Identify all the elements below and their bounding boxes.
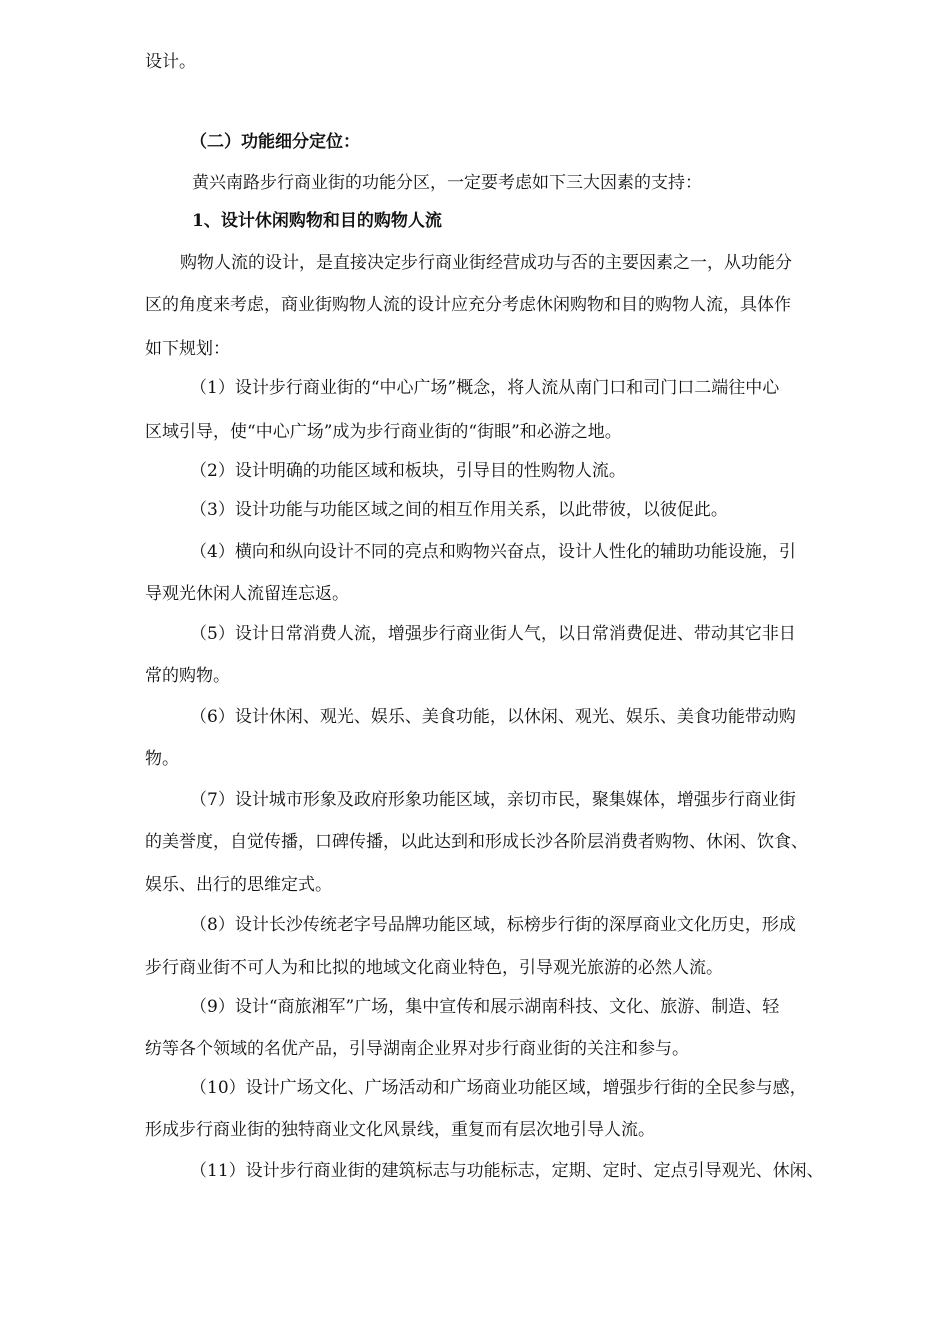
text-line: 娱乐、出行的思维定式。 — [145, 875, 332, 895]
text-line: 黄兴南路步行商业街的功能分区，一定要考虑如下三大因素的支持： — [192, 173, 702, 193]
text-line: 物。 — [145, 749, 179, 769]
text-line: 区域引导，使“中心广场”成为步行商业街的“街眼”和必游之地。 — [145, 422, 622, 442]
text-line: （8）设计长沙传统老字号品牌功能区域，标榜步行街的深厚商业文化历史，形成 — [190, 915, 796, 935]
text-line: （5）设计日常消费人流，增强步行商业街人气，以日常消费促进、带动其它非日 — [190, 624, 796, 644]
text-line: 设计。 — [145, 52, 196, 72]
text-line: 常的购物。 — [145, 666, 230, 686]
text-line: （2）设计明确的功能区域和板块，引导目的性购物人流。 — [190, 461, 626, 481]
text-line: （11）设计步行商业街的建筑标志与功能标志，定期、定时、定点引导观光、休闲、 — [190, 1161, 824, 1181]
text-line: （10）设计广场文化、广场活动和广场商业功能区域，增强步行街的全民参与感， — [190, 1078, 807, 1098]
text-line: （1）设计步行商业街的“中心广场”概念，将人流从南门口和司门口二端往中心 — [190, 378, 780, 398]
text-line: 步行商业街不可人为和比拟的地域文化商业特色，引导观光旅游的必然人流。 — [145, 958, 723, 978]
text-line: 购物人流的设计，是直接决定步行商业街经营成功与否的主要因素之一，从功能分 — [180, 253, 792, 273]
text-line: 纺等各个领域的名优产品，引导湖南企业界对步行商业街的关注和参与。 — [145, 1039, 689, 1059]
section-heading: （二）功能细分定位： — [190, 132, 360, 152]
text-line: 形成步行商业街的独特商业文化风景线，重复而有层次地引导人流。 — [145, 1120, 655, 1140]
text-line: （6）设计休闲、观光、娱乐、美食功能，以休闲、观光、娱乐、美食功能带动购 — [190, 707, 796, 727]
text-line: （9）设计“商旅湘军”广场，集中宣传和展示湖南科技、文化、旅游、制造、轻 — [190, 997, 780, 1017]
text-line: （3）设计功能与功能区域之间的相互作用关系，以此带彼，以彼促此。 — [190, 500, 728, 520]
text-line: 导观光休闲人流留连忘返。 — [145, 584, 349, 604]
text-line: 如下规划： — [145, 339, 230, 359]
text-line: （7）设计城市形象及政府形象功能区域，亲切市民，聚集媒体，增强步行商业街 — [190, 790, 796, 810]
text-line: （4）横向和纵向设计不同的亮点和购物兴奋点，设计人性化的辅助功能设施，引 — [190, 542, 796, 562]
subsection-heading: 1、设计休闲购物和目的购物人流 — [192, 211, 442, 231]
text-line: 区的角度来考虑，商业街购物人流的设计应充分考虑休闲购物和目的购物人流，具体作 — [145, 295, 791, 315]
text-line: 的美誉度，自觉传播，口碑传播，以此达到和形成长沙各阶层消费者购物、休闲、饮食、 — [145, 832, 808, 852]
